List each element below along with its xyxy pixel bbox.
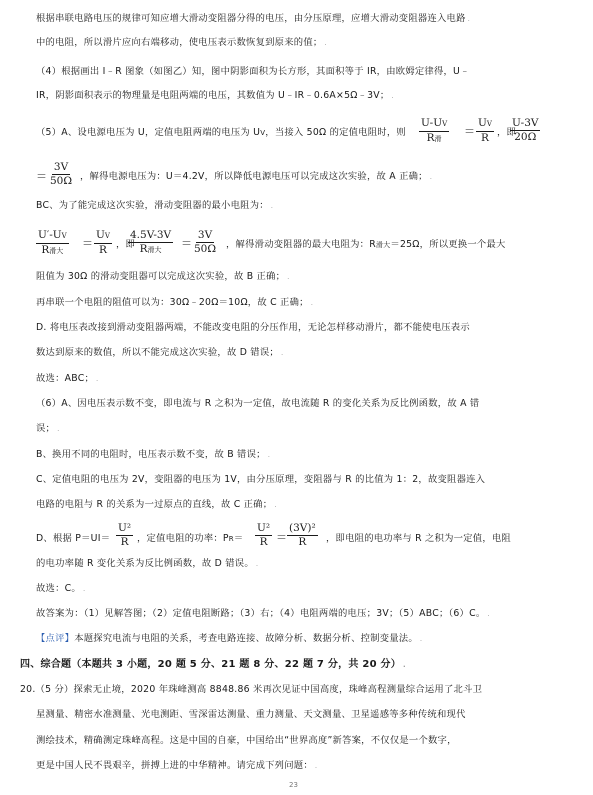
comment-line: 【点评】本题探究电流与电阻的关系，考查电路连接、故障分析、数据分析、控制变量法。 . bbox=[36, 633, 423, 644]
formula-fraction: $\frac{\text{U²}}{R}$ bbox=[118, 522, 132, 548]
text-line: ，即 bbox=[497, 127, 517, 138]
formula-fraction: $\frac{3V}{50\Omega}$ bbox=[50, 161, 73, 187]
equals-sign: ＝ bbox=[181, 237, 192, 250]
text-line: ，解得电源电压为：U＝4.2V，所以降低电源电压可以完成这次实验，故 A 正确； . bbox=[80, 171, 433, 182]
formula-fraction: $\frac{\text{(3V)²}}{R}$ bbox=[289, 522, 316, 548]
text-line: C、定值电阻的电压为 2V，变阻器的电压为 1V，由分压原理，变阻器与 R 的比值为 1：2，故变阻器连入 bbox=[36, 474, 486, 485]
text-line: ，即电阻的电功率与 R 之积为一定值，电阻 bbox=[326, 533, 511, 544]
equals-sign: ＝ bbox=[36, 170, 47, 183]
text-line: ，定值电阻的功率：PR＝ bbox=[137, 533, 244, 544]
text-line: BC、为了能完成这次实验，滑动变阻器的最小电阻为： . bbox=[36, 200, 274, 211]
formula-fraction: $\frac{3V}{50\Omega}$ bbox=[194, 229, 217, 255]
text-line: 中的电阻，所以滑片应向右端移动，使电压表示数恢复到原来的值； . bbox=[36, 37, 327, 48]
text-line: 误； . bbox=[36, 423, 60, 434]
page-number: 23 bbox=[289, 781, 298, 789]
formula-fraction: $\frac{UV}{R}$ bbox=[478, 117, 492, 144]
equals-sign: ＝ bbox=[276, 531, 287, 544]
text-line: D、根据 P＝UI＝ bbox=[36, 533, 111, 544]
formula-fraction: $\frac{\text{U²}}{R}$ bbox=[257, 522, 271, 548]
text-line: 故答案为：（1）见解答图；（2）定值电阻断路；（3）右；（4）电阻两端的电压；3V；（5）ABC；（6）C。 . bbox=[36, 608, 490, 619]
text-line: 数达到原来的数值，所以不能完成这次实验，故 D 错误； . bbox=[36, 347, 284, 358]
text-line: 故选：ABC； . bbox=[36, 373, 99, 384]
question-line: 星测量、精密水准测量、光电测距、雪深雷达测量、重力测量、天文测量、卫星遥感等多种传统和现代 bbox=[36, 709, 466, 720]
text-line: （4）根据画出 I﹣R 图象（如图乙）知，图中阴影面积为长方形，其面积等于 IR，由欧姆定律得，U﹣ bbox=[36, 66, 470, 77]
question-line: 更是中国人民不畏艰辛，拼搏上进的中华精神。请完成下列问题： . bbox=[36, 760, 318, 771]
text-line: 根据串联电路电压的规律可知应增大滑动变阻器分得的电压，由分压原理，应增大滑动变阻器连入电路 . bbox=[36, 13, 471, 24]
formula-fraction: $\frac{UV}{R}$ bbox=[96, 229, 110, 256]
formula-fraction: $\frac{U-3V}{20\Omega}$ bbox=[512, 117, 539, 143]
text-line: 电路的电阻与 R 的关系为一过原点的直线，故 C 正确； . bbox=[36, 499, 277, 510]
section-heading: 四、综合题（本题共 3 小题，20 题 5 分、21 题 8 分、22 题 7 分，共 20 分） . bbox=[20, 659, 406, 670]
equals-sign: ＝ bbox=[464, 125, 475, 138]
text-line: （6）A、因电压表示数不变，即电流与 R 之积为一定值，故电流随 R 的变化关系为反比例函数，故 A 错 bbox=[36, 398, 480, 409]
formula-fraction: U-UV R滑 bbox=[421, 117, 448, 144]
text-line: 的电功率随 R 变化关系为反比例函数，故 D 错误。 . bbox=[36, 558, 259, 569]
text-line: 阻值为 30Ω 的滑动变阻器可以完成这次实验，故 B 正确； . bbox=[36, 271, 290, 282]
text-line: 再串联一个电阻的阻值可以为：30Ω﹣20Ω＝10Ω，故 C 正确； . bbox=[36, 297, 314, 308]
question-line: 20.（5 分）探索无止境，2020 年珠峰测高 8848.86 米再次见证中国高度，珠峰高程测量综合运用了北斗卫 bbox=[20, 684, 483, 695]
text-line: ，即 bbox=[116, 239, 136, 250]
formula-fraction: U′-UV R滑大 bbox=[38, 229, 67, 256]
text-line: （5）A、设电源电压为 U，定值电阻两端的电压为 UV，当接入 50Ω 的定值电阻时，则 bbox=[36, 127, 406, 138]
question-line: 测绘技术，精确测定珠峰高程。这是中国的自豪，中国给出“世界高度”新答案，不仅仅是一个数字， bbox=[36, 735, 457, 746]
text-line: D. 将电压表改接到滑动变阻器两端，不能改变电阻的分压作用，无论怎样移动滑片，都不能使电压表示 bbox=[36, 322, 470, 333]
equals-sign: ＝ bbox=[82, 237, 93, 250]
formula-fraction: 4.5V-3V R滑大 bbox=[130, 229, 172, 255]
text-line: 故选：C。 . bbox=[36, 583, 86, 594]
text-line: IR，阴影面积表示的物理量是电阻两端的电压，其数值为 U﹣IR﹣0.6A×5Ω﹣3V； . bbox=[36, 90, 394, 101]
text-line: ，解得滑动变阻器的最大电阻为：R滑大＝25Ω，所以更换一个最大 bbox=[226, 239, 506, 250]
comment-tag: 【点评】 bbox=[36, 633, 75, 644]
text-line: B、换用不同的电阻时，电压表示数不变，故 B 错误； . bbox=[36, 449, 271, 460]
